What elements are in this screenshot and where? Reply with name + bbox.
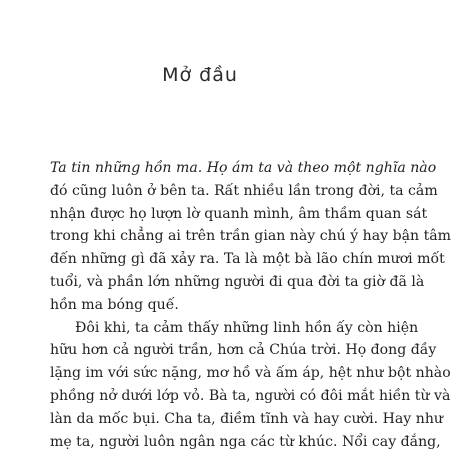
paragraph-line: đến những gì đã xảy ra. Ta là một bà lão chín mươi mốt — [50, 251, 445, 268]
paragraph-line: nhận được họ lượn lờ quanh mình, âm thầm quan sát — [50, 205, 428, 222]
body-text — [50, 157, 451, 453]
paragraph-line: lặng im với sức nặng, mơ hồ và ấm áp, hệt như bột nhào — [50, 365, 451, 382]
paragraph-line: phồng nở dưới lớp vỏ. Bà ta, người có đôi mắt hiền từ và — [50, 387, 451, 404]
paragraph-line: hữu hơn cả người trần, hơn cả Chúa trời. Họ đong đầy — [50, 342, 437, 359]
paragraph-2 — [50, 317, 451, 453]
paragraph-line: hồn ma bóng quế. — [50, 296, 179, 313]
paragraph-line: Ta tin những hồn ma. Họ ám ta và theo một nghĩa nào — [50, 160, 437, 176]
paragraph-line: tuổi, và phần lớn những người đi qua đời ta giờ đã là — [50, 273, 425, 290]
paragraph-1 — [50, 157, 451, 317]
paragraph-line: đó cũng luôn ở bên ta. Rất nhiều lần trong đời, ta cảm — [50, 182, 438, 199]
paragraph-line: trong khi chẳng ai trên trần gian này chú ý hay bận tâm — [50, 228, 451, 245]
paragraph-line: Đôi khi, ta cảm thấy những linh hồn ấy còn hiện — [75, 319, 419, 336]
paragraph-line: làn da mốc bụi. Cha ta, điềm tĩnh và hay cười. Hay như — [50, 410, 443, 427]
paragraph-line: mẹ ta, người luôn ngân nga các từ khúc. Nổi cay đắng, — [50, 433, 441, 450]
chapter-title: Mở đầu — [162, 64, 238, 86]
